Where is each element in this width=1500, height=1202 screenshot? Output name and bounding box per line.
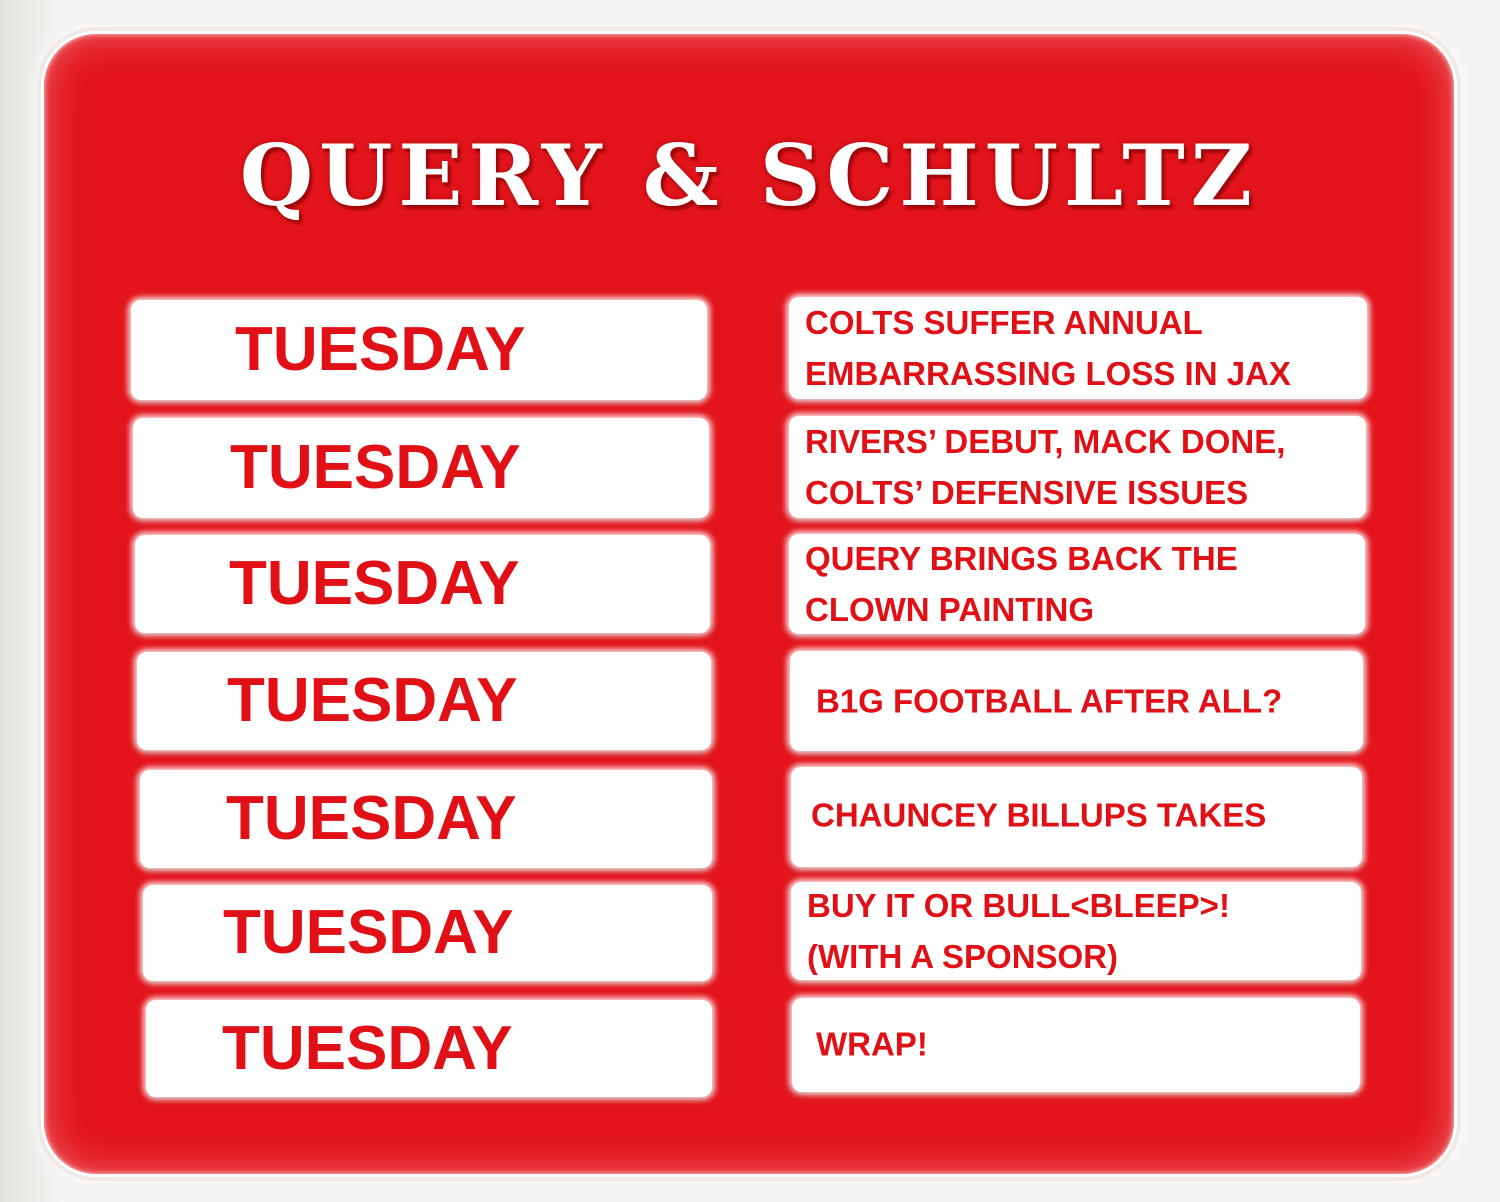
topic-line-1: QUERY BRINGS BACK THE [805,540,1238,577]
board-title: QUERY & SCHULTZ [239,126,1259,225]
day-slot-2 [133,418,709,518]
day-slot-3 [135,535,710,633]
day-slot-1 [131,300,707,400]
topic-slot-6 [791,882,1361,980]
topic-text [805,534,1355,634]
day-slot-4 [137,652,711,750]
topic-line-2: COLTS’ DEFENSIVE ISSUES [805,474,1249,511]
day-label: TUESDAY [235,315,526,384]
topic-line-1: BUY IT OR BULL<BLEEP>! [807,887,1230,924]
day-label: TUESDAY [222,1013,513,1083]
topic-line-1: CHAUNCEY BILLUPS TAKES [811,796,1267,834]
topic-text [805,416,1356,518]
day-label: TUESDAY [230,433,521,502]
topic-text [807,882,1351,980]
day-label: TUESDAY [229,549,520,618]
day-slot-7 [146,1000,712,1097]
day-slot-5 [140,770,712,868]
topic-slot-7 [792,998,1360,1092]
topic-text [805,297,1357,399]
topic-text [811,790,1352,841]
topic-text [816,676,1353,727]
topic-slot-5 [791,767,1362,867]
topic-slot-1 [789,297,1367,399]
topic-line-1: RIVERS’ DEBUT, MACK DONE, [805,423,1286,460]
topic-line-1: COLTS SUFFER ANNUAL [805,304,1203,341]
topic-line-2: CLOWN PAINTING [805,591,1095,628]
topic-line-2: EMBARRASSING LOSS IN JAX [805,355,1291,392]
topic-line-1: WRAP! [816,1025,928,1063]
day-label: TUESDAY [223,898,514,967]
topic-text [816,1019,1350,1070]
topic-line-1: B1G FOOTBALL AFTER ALL? [816,682,1283,720]
day-slot-6 [143,885,712,981]
topic-line-2: (WITH A SPONSOR) [807,938,1119,975]
topic-slot-3 [789,534,1365,634]
topic-slot-2 [789,416,1366,518]
topic-slot-4 [790,651,1363,751]
day-label: TUESDAY [226,784,517,853]
day-label: TUESDAY [227,666,518,735]
